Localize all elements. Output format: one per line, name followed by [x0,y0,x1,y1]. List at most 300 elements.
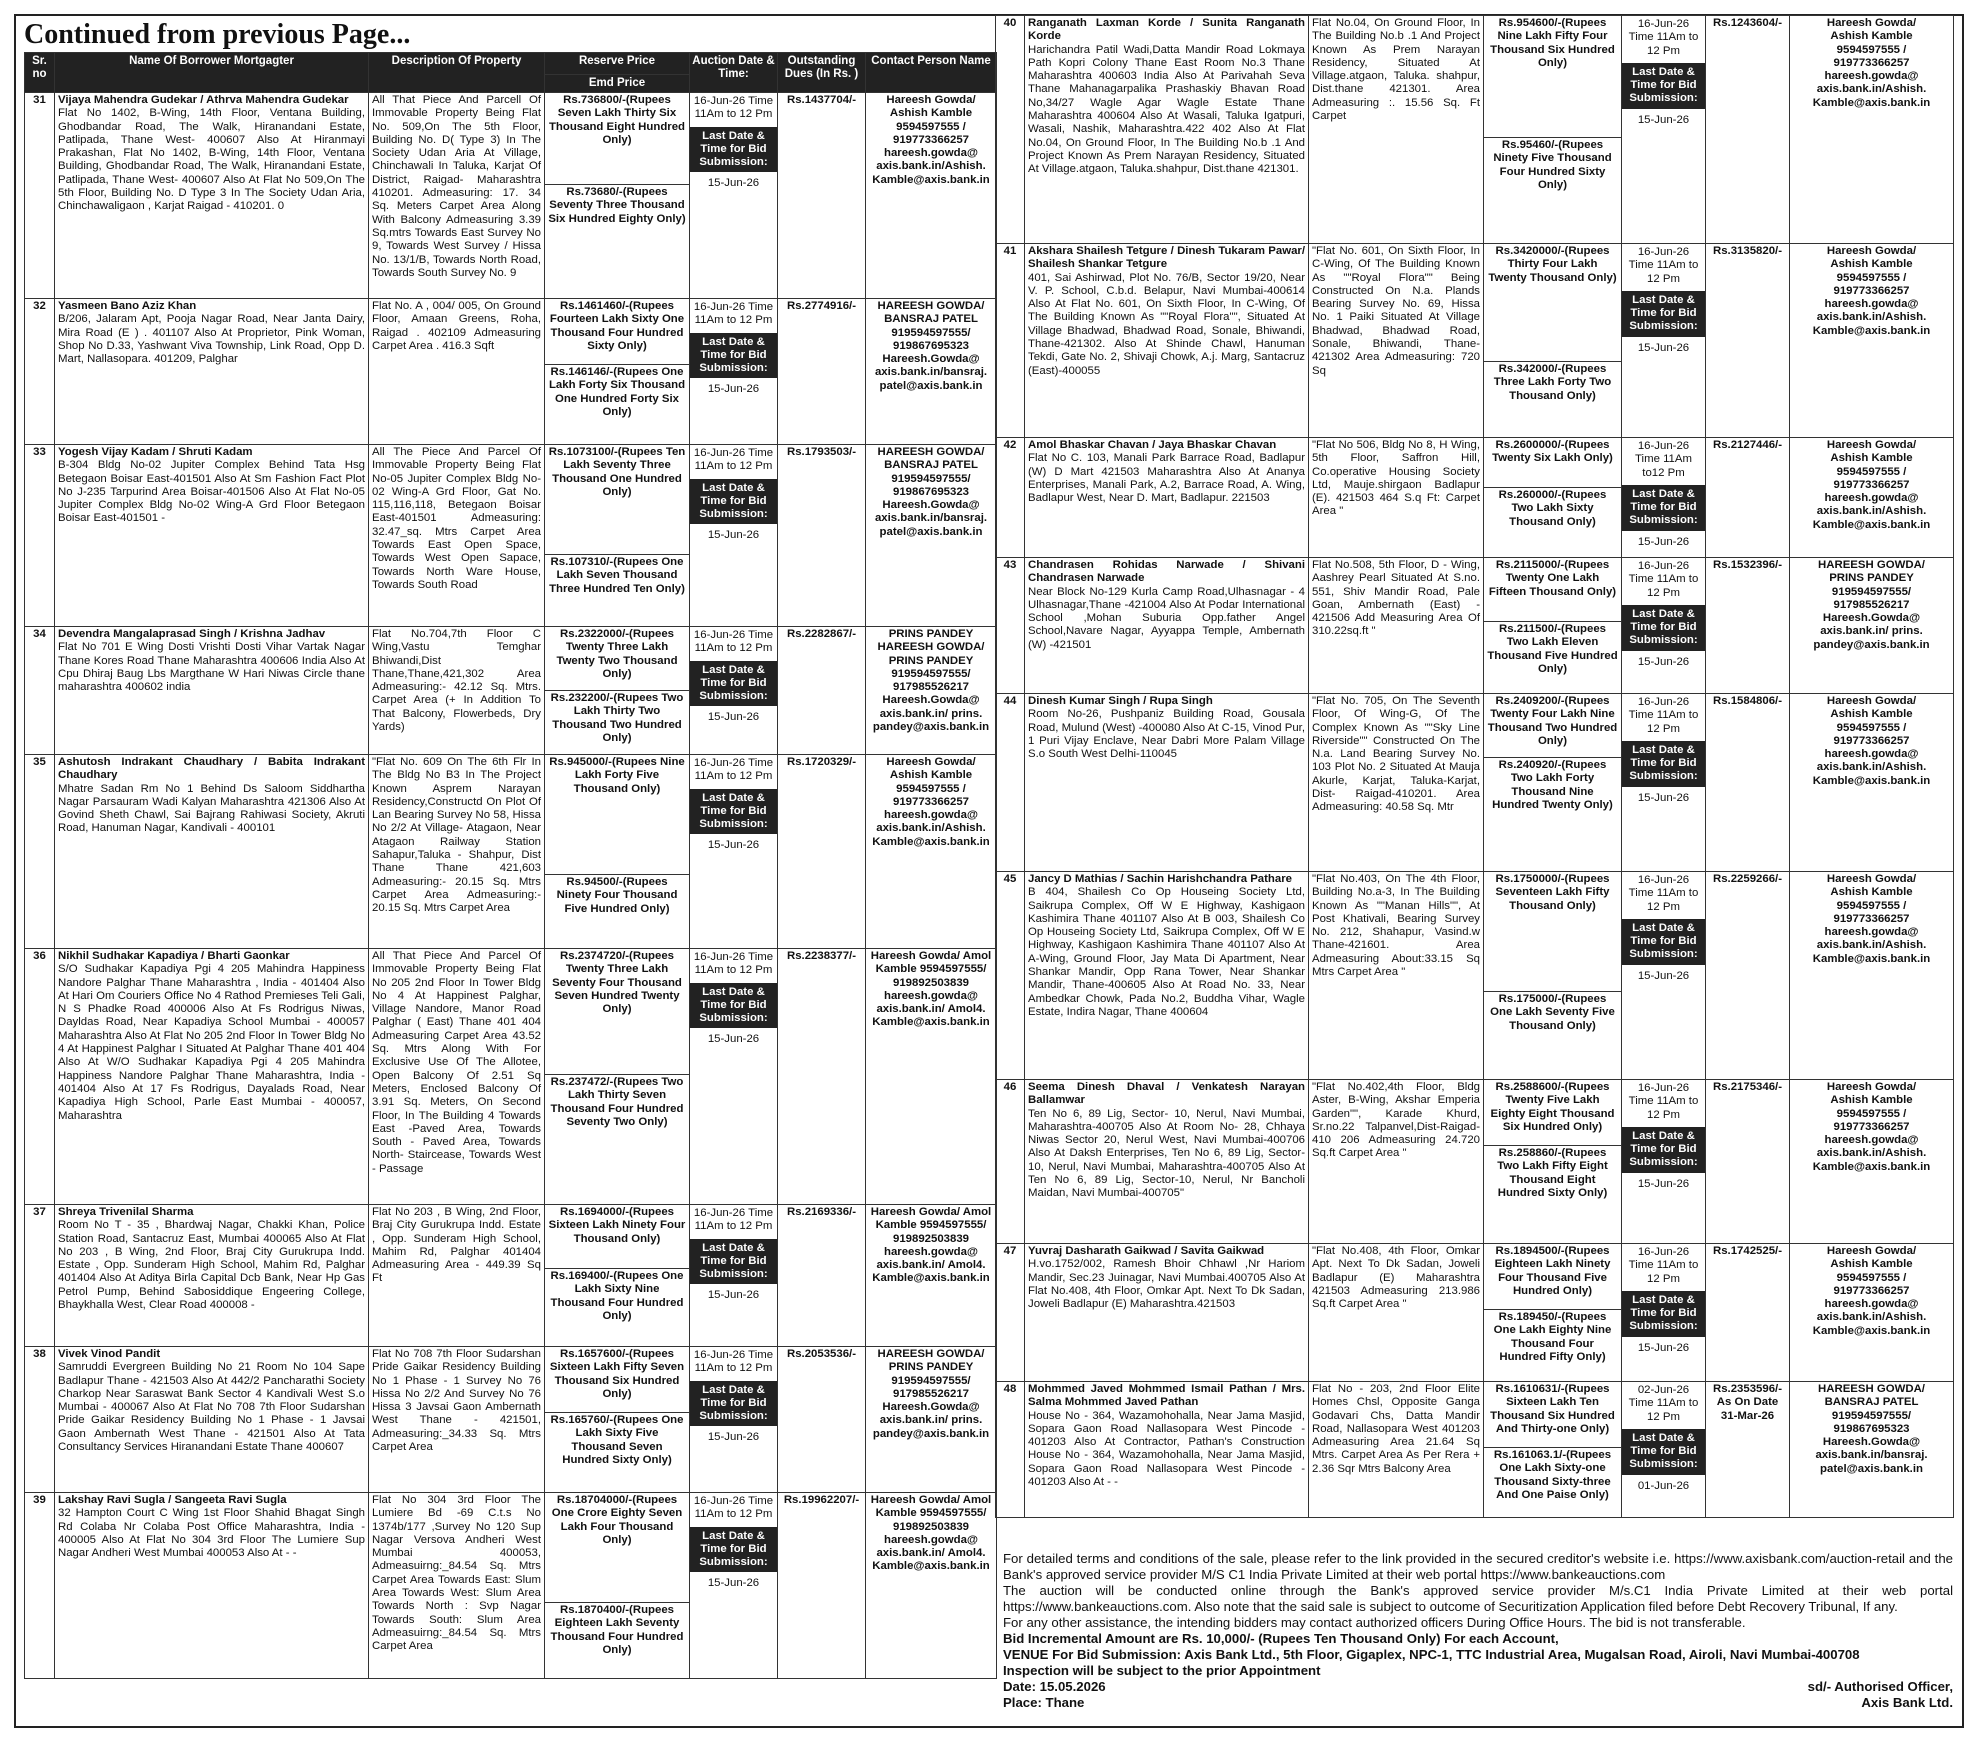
contact-line: axis.bank.in/Ashish. [1816,505,1927,518]
contact-line: axis.bank.in/ Amol4. [876,1259,986,1272]
auction-date-time: 16-Jun-26 Time 11Am to 12 Pm [693,95,774,121]
contact-line: axis.bank.in/ prins. [879,707,983,720]
auction-date-cell [690,1347,778,1493]
borrower-address: Ten No 6, 89 Lig, Sector- 10, Nerul, Navi Mumbai, Maharashtra-400705 Also At Room No- 28, Chhaya Niwas Sector 20, Nerul West, Navi Mumbai-400706 Also At Daksh Enterprises, Ten No 6, 89 Lig, Sector-10, Nerul, Navi Mumbai, Maharashtra-400705 Also At Ten No 6, 89 Lig, Sector-10, Nerul, Nr Bancholi Maidan, Navi Mumbai-400705" [1028,1107,1305,1200]
contact-cell [866,93,997,299]
last-date-label: Last Date & Time for Bid Submission: [1622,63,1705,109]
auction-date-cell [690,445,778,627]
auction-date-cell [1622,558,1706,694]
contact-line: Kamble@axis.bank.in [872,835,990,848]
serial-number: 33 [25,445,55,627]
contact-line: 919594597555/ [891,1374,971,1387]
borrower-cell [1025,16,1309,244]
auction-date-time: 16-Jun-26 Time 11Am to 12 Pm [1628,560,1699,599]
contact-line: 919594597555/ [891,667,971,680]
emd-price: Rs.94500/-(Rupees Ninety Four Thousand Five Hundred Only) [545,875,690,949]
contact-line: 919867695323 [892,339,970,352]
contact-cell [1790,1382,1954,1518]
serial-number: 48 [996,1382,1025,1518]
reserve-price: Rs.2374720/-(Rupees Twenty Three Lakh Seventy Four Thousand Seven Hundred Twenty Only) [545,949,690,1075]
header-auction: Auction Date & Time: [690,53,778,93]
auction-row [25,1493,997,1603]
last-date-value: 15-Jun-26 [1637,969,1690,982]
serial-number: 40 [996,16,1025,244]
contact-cell [1790,694,1954,872]
auction-date-cell [690,1493,778,1679]
outstanding-dues: Rs.1793503/- [778,445,866,627]
auction-row [25,949,997,1075]
contact-line: PRINS PANDEY [888,654,974,667]
emd-price: Rs.146146/-(Rupees One Lakh Forty Six Thousand One Hundred Forty Six Only) [545,365,690,445]
contact-line: axis.bank.in/Ashish. [1816,83,1927,96]
contact-line: axis.bank.in/bansraj. [1815,1449,1928,1462]
contact-line: 917985526217 [892,681,970,694]
auction-date-cell [1622,1080,1706,1244]
serial-number: 39 [25,1493,55,1679]
contact-line: Ashish Kamble [1830,886,1913,899]
auction-date-cell [1622,694,1706,872]
contact-line: hareesh.gowda@ [1824,748,1919,761]
contact-line: Kamble@axis.bank.in [1812,96,1931,109]
auction-date-time: 16-Jun-26 Time 11Am to 12 Pm [693,301,774,327]
auction-date-time: 16-Jun-26 Time 11Am to 12 Pm [1628,246,1699,285]
last-date-value: 15-Jun-26 [707,711,760,724]
outstanding-dues: Rs.2053536/- [778,1347,866,1493]
borrower-names: Yuvraj Dasharath Gaikwad / Savita Gaikwad [1028,1245,1265,1257]
auction-date-time: 16-Jun-26 Time 11Am to 12 Pm [1628,1082,1699,1121]
reserve-price: Rs.3420000/-(Rupees Thirty Four Lakh Twenty Thousand Only) [1484,244,1622,362]
borrower-address: Room No T - 35 , Bhardwaj Nagar, Chakki Khan, Police Station Road, Santacruz East, Mumbai 400065 Also At Flat No 203 , B Wing, 2nd Floor, Braj City Gurukrupa Indd. Estate , Opp. Sunderam High School, Mahim Rd, Palghar 401404 Also At Aditya Birla Capital Dcb Bank, Near Hp Gas Petrol Pump, Behind Sabosiddique Engeering College, Bhaykhalla West, Clear Road 400008 - [58,1219,365,1312]
contact-line: 919773366257 [1833,284,1910,297]
footer-auction-note: The auction will be conducted online through the Bank's approved service provider M/s.C1 India Private Limited at their web portal https://www.bankeauctions.com. Also note that the said sale is subject to outcome of Securitization Application filed before Debt Recovery Tribunal, If any. [1003,1583,1953,1614]
last-date-label: Last Date & Time for Bid Submission: [690,661,777,707]
emd-price: Rs.258860/-(Rupees Two Lakh Fifty Eight Thousand Eight Hundred Sixty Only) [1484,1146,1622,1244]
reserve-price: Rs.1694000/-(Rupees Sixteen Lakh Ninety Four Thousand Only) [545,1205,690,1269]
contact-line: Hareesh.Gowda@ [1822,1436,1921,1449]
borrower-names: Seema Dinesh Dhaval / Venkatesh Narayan Ballamwar [1028,1081,1305,1107]
property-description: Flat No - 203, 2nd Floor Elite Homes Chsl, Opposite Ganga Godavari Chs, Datta Mandir Road, Nallasopara West 401203 Admeasuring Area 21.64 Sq Mtrs. Carpet Area As Per Rera + 2.36 Sqr Mtrs Balcony Area [1309,1382,1484,1518]
footer-inspection: Inspection will be subject to the prior Appointment [1003,1663,1321,1678]
last-date-label: Last Date & Time for Bid Submission: [690,127,777,173]
emd-price: Rs.107310/-(Rupees One Lakh Seven Thousand Three Hundred Ten Only) [545,555,690,627]
borrower-cell [1025,438,1309,558]
serial-number: 32 [25,299,55,445]
last-date-value: 15-Jun-26 [1637,1177,1690,1190]
borrower-cell [55,627,369,755]
property-description: "Flat No.403, On The 4th Floor, Building No.a-3, In The Building Known As ""Manan Hills"", At Post Khativali, Bearing Survey No. 212, Shahapur, Vasind.w Thane-421601. Area Admeasuring About:33.15 Sq Mtrs Carpet Area " [1309,872,1484,1080]
property-description: "Flat No. 601, On Sixth Floor, In C-Wing, Of The Building Known As ""Royal Flora"" Being Constructed On N.a. Plands Bearing Survey No. 69, Hissa No. 1 Paiki Situated At Village Bhadwad, Bhadwad Road, Sonale, Bhiwandi, Thane-421302 Area Admeasuring: 720 Sq [1309,244,1484,438]
left-table-body [25,93,997,1679]
borrower-address: Mhatre Sadan Rm No 1 Behind Ds Saloom Siddhartha Nagar Parsauram Wadi Kalyan Maharashtra 421306 Also At Govind Sheth Chawl, Sai Bajrang Rahiwasi Society, Akruti Road, Hanuman Nagar, Kandivali - 400101 [58,782,365,835]
reserve-price: Rs.1894500/-(Rupees Eighteen Lakh Ninety Four Thousand Five Hundred Only) [1484,1244,1622,1310]
borrower-address: Samruddi Evergreen Building No 21 Room No 104 Sape Badlapur Thane - 421503 Also At 442/2 Pancharathi Society Charkop Near Saraswat Bank Sector 4 Kandivali West S.o Mumbai - 400067 Also At Flat No 708 7th Floor Sudarshan Pride Gaikar Residency Building No 1 Phase - 1 Javsai Gaon Ambernath West Thane - 421501 Also At Tata Consultancy Services Hiranandani Estate Thane 400607 [58,1361,365,1454]
contact-cell [866,445,997,627]
contact-line: HAREESH GOWDA/ [1818,1383,1925,1395]
auction-date-cell [1622,1382,1706,1518]
contact-cell [866,755,997,949]
last-date-value: 15-Jun-26 [707,177,760,190]
auction-date-cell [690,755,778,949]
contact-cell [866,1493,997,1679]
borrower-cell [55,299,369,445]
emd-price: Rs.95460/-(Rupees Ninety Five Thousand Four Hundred Sixty Only) [1484,138,1622,244]
last-date-label: Last Date & Time for Bid Submission: [1622,605,1705,651]
contact-line: Hareesh Gowda/ [1826,245,1917,257]
last-date-value: 15-Jun-26 [1637,655,1690,668]
auction-date-cell [1622,1244,1706,1382]
emd-price: Rs.237472/-(Rupees Two Lakh Thirty Seven Thousand Four Hundred Seventy Two Only) [545,1075,690,1205]
emd-price: Rs.169400/-(Rupees One Lakh Sixty Nine Thousand Four Hundred Only) [545,1269,690,1347]
borrower-address: Flat No 701 E Wing Dosti Vrishti Dosti Vihar Vartak Nagar Thane Kores Road Thane Maharashtra 400606 India Also At Cpu Dhiraj Baug Lbs Margthane W Hari Niwas Circle thane maharashtra 400602 india [58,641,365,694]
borrower-cell [55,93,369,299]
last-date-label: Last Date & Time for Bid Submission: [690,479,777,525]
contact-line: 919594597555/ [891,472,971,485]
contact-line: HAREESH GOWDA/ [1818,559,1925,571]
property-description: Flat No 304 3rd Floor The Lumiere Bd -69 C.t.s No 1374b/177 ,Survey No 120 Sup Nagar Versova Andheri West Mumbai 400053, Admeasuirng:_84.54 Sq. Mtrs Carpet Area Towards East: Slum Area Towards West: Slum Area Towards North : Svp Nagar Towards South: Slum Area Admeasuirng:_84.54 Sq. Mtrs Carpet Area [369,1493,545,1679]
contact-line: 919892503839 [892,976,970,989]
auction-row [996,694,1954,758]
contact-line: Hareesh.Gowda@ [882,1401,980,1414]
contact-line: HAREESH GOWDA/ [877,446,985,458]
header-dues: Outstanding Dues (In Rs. ) [778,53,866,93]
auction-row [25,1205,997,1269]
footer-assistance: For any other assistance, the intending bidders may contact authorized officers During Office Hours. The bid is not transferable. [1003,1615,1746,1630]
contact-line: 919594597555/ [891,326,971,339]
reserve-price: Rs.2409200/-(Rupees Twenty Four Lakh Nine Thousand Two Hundred Only) [1484,694,1622,758]
reserve-price: Rs.945000/-(Rupees Nine Lakh Forty Five Thousand Only) [545,755,690,875]
contact-line: Hareesh Gowda/ [1826,439,1917,451]
outstanding-dues: Rs.1720329/- [778,755,866,949]
contact-line: 919892503839 [892,1232,970,1245]
contact-line: Hareesh.Gowda@ [882,353,980,366]
auction-row [996,244,1954,362]
borrower-cell [1025,872,1309,1080]
outstanding-dues: Rs.2282867/- [778,627,866,755]
contact-line: Kamble@axis.bank.in [1812,324,1931,337]
property-description: Flat No.508, 5th Floor, D - Wing, Aashrey Pearl Situated At S.no. 551, Shiv Mandir Road, Pale Goan, Ambernath (East) - 421506 Add Measuring Area Of 310.22sq.ft " [1309,558,1484,694]
reserve-price: Rs.1610631/-(Rupees Sixteen Lakh Ten Thousand Six Hundred And Thirty-one Only) [1484,1382,1622,1448]
contact-line: 919773366257 [1833,912,1910,925]
contact-line: HAREESH GOWDA/ [877,300,985,312]
borrower-names: Devendra Mangalaprasad Singh / Krishna Jadhav [58,628,326,640]
contact-line: 919867695323 [1833,1422,1910,1435]
contact-line: hareesh.gowda@ [883,1245,979,1258]
contact-line: 919773366257 [1833,734,1910,747]
property-description: "Flat No. 705, On The Seventh Floor, Of Wing-G, Of The Complex Known As ""Sky Line Riverside"" Constructed On The N.a. Land Bearing Survey No. 103 Plot No. 2 Situated At Mauja Akurle, Karjat, Taluka-Karjat, Dist- Raigad-410201. Area Admeasuring: 40.58 Sq. Mtr [1309,694,1484,872]
contact-line: BANSRAJ PATEL [884,459,978,472]
contact-line: 9594597555 / [1836,271,1907,284]
contact-line: pandey@axis.bank.in [872,1427,990,1440]
auction-table-left [24,52,997,1679]
last-date-value: 15-Jun-26 [707,1577,760,1590]
borrower-names: Yasmeen Bano Aziz Khan [58,300,197,312]
last-date-label: Last Date & Time for Bid Submission: [1622,741,1705,787]
borrower-address: H.vo.1752/002, Ramesh Bhoir Chhawl ,Nr Hariom Mandir, Sec.23 Juinagar, Navi Mumbai.400705 Also At Flat No.408, 4th Floor, Omkar Apt. Next To Dk Sadan, Joweli Badlapur (E) Maharashtra.421503 [1028,1258,1305,1311]
header-reserve: Reserve Price [545,53,690,75]
reserve-price: Rs.2588600/-(Rupees Twenty Five Lakh Eighty Eight Thousand Six Hundred Only) [1484,1080,1622,1146]
notice-footer [1003,1551,1953,1711]
last-date-value: 15-Jun-26 [1637,791,1690,804]
contact-cell [866,949,997,1205]
serial-number: 34 [25,627,55,755]
contact-line: 919867695323 [892,485,970,498]
borrower-names: Yogesh Vijay Kadam / Shruti Kadam [58,446,253,458]
contact-line: Kamble@axis.bank.in [872,1272,990,1285]
serial-number: 37 [25,1205,55,1347]
last-date-value: 01-Jun-26 [1637,1479,1690,1492]
borrower-address: 32 Hampton Court C Wing 1st Floor Shahid Bhagat Singh Rd Colaba Nr Colaba Post Office Maharashtra, India - 400005 Also At Flat No 304 3rd Floor The Lumiere Sup Nagar Andheri West Mumbai 400053 Also At - - [58,1507,365,1560]
contact-line: axis.bank.in/bansraj. [874,512,988,525]
contact-line: 9594597555 / [1836,721,1907,734]
contact-line: hareesh.gowda@ [883,147,979,160]
contact-line: Hareesh Gowda/ [886,94,976,106]
last-date-value: 15-Jun-26 [1637,113,1690,126]
outstanding-dues: Rs.2774916/- [778,299,866,445]
auction-table-right [995,15,1954,1518]
last-date-label: Last Date & Time for Bid Submission: [1622,485,1705,531]
property-description: Flat No.704,7th Floor C Wing,Vastu Temghar Bhiwandi,Dist Thane,Thane,421,302 Area Admeasuring:- 42.12 Sq. Mtrs. Carpet Area (+ In Addition To That Balcony, Flowerbeds, Dry Yards) [369,627,545,755]
emd-price: Rs.232200/-(Rupees Two Lakh Thirty Two Thousand Two Hundred Only) [545,691,690,755]
serial-number: 35 [25,755,55,949]
serial-number: 44 [996,694,1025,872]
contact-line: Kamble@axis.bank.in [1812,1160,1931,1173]
last-date-label: Last Date & Time for Bid Submission: [690,1239,777,1285]
contact-line: hareesh.gowda@ [1824,1298,1919,1311]
contact-line: 919773366257 [1833,56,1910,69]
property-description: All The Piece And Parcel Of Immovable Property Being Flat No-05 Jupiter Complex Bldg No-02 Wing-A Grd Floor, Gat No. 115,116,118, Betegaon Boisar East-401501 Admeasuring: 32.47_sq. Mtrs Carpet Area Towards East Open Space, Towards West Open Sapace, Towards North Ware House, Towards South Road [369,445,545,627]
serial-number: 38 [25,1347,55,1493]
last-date-label: Last Date & Time for Bid Submission: [690,789,777,835]
serial-number: 46 [996,1080,1025,1244]
outstanding-dues: Rs.1584806/- [1706,694,1790,872]
contact-line: 919892503839 [892,1520,970,1533]
contact-cell [866,299,997,445]
contact-line: pandey@axis.bank.in [1813,638,1930,651]
contact-line: hareesh.gowda@ [1824,298,1919,311]
reserve-price: Rs.736800/-(Rupees Seven Lakh Thirty Six Thousand Eight Hundred Only) [545,93,690,185]
borrower-names: Lakshay Ravi Sugla / Sangeeta Ravi Sugla [58,1494,287,1506]
borrower-names: Amol Bhaskar Chavan / Jaya Bhaskar Chavan [1028,439,1277,451]
contact-line: Ashish Kamble [889,769,973,782]
auction-row [25,1347,997,1413]
contact-line: axis.bank.in/Ashish. [1816,761,1927,774]
contact-cell [866,1347,997,1493]
auction-row [996,1244,1954,1310]
contact-line: Ashish Kamble [1830,30,1913,43]
contact-line: 917985526217 [1833,598,1910,611]
contact-cell [1790,1080,1954,1244]
borrower-names: Vijaya Mahendra Gudekar / Athrva Mahendra Gudekar [58,94,349,106]
footer-place: Place: Thane [1003,1695,1085,1710]
contact-line: Hareesh Gowda/ Amol [870,1206,992,1218]
borrower-cell [1025,558,1309,694]
contact-cell [1790,16,1954,244]
property-description: "Flat No.402,4th Floor, Bldg Aster, B-Wing, Akshar Emperia Garden"", Karade Khurd, Sr.no.22 Talpanvel,Dist-Raigad-410 206 Admeasuring 24.720 Sq.ft Carpet Area " [1309,1080,1484,1244]
contact-line: 919594597555/ [1831,585,1912,598]
header-borrower: Name Of Borrower Mortgagter [55,53,369,93]
borrower-cell [1025,694,1309,872]
auction-row [996,872,1954,992]
contact-line: PRINS PANDEY [888,1361,974,1374]
contact-line: Kamble@axis.bank.in [872,1016,990,1029]
last-date-value: 15-Jun-26 [1637,535,1690,548]
contact-line: Kamble@axis.bank.in [1812,518,1931,531]
reserve-price: Rs.1073100/-(Rupees Ten Lakh Seventy Three Thousand One Hundred Only) [545,445,690,555]
header-contact: Contact Person Name [866,53,997,93]
contact-line: Ashish Kamble [1830,258,1913,271]
borrower-cell [55,755,369,949]
serial-number: 43 [996,558,1025,694]
emd-price: Rs.260000/-(Rupees Two Lakh Sixty Thousand Only) [1484,488,1622,558]
auction-date-cell [690,93,778,299]
auction-row [996,558,1954,622]
auction-row [996,1080,1954,1146]
contact-line: axis.bank.in/Ashish. [876,160,986,173]
last-date-label: Last Date & Time for Bid Submission: [690,333,777,379]
contact-cell [1790,244,1954,438]
contact-line: patel@axis.bank.in [1820,1462,1923,1475]
emd-price: Rs.161063.1/-(Rupees One Lakh Sixty-one Thousand Sixty-three And One Paise Only) [1484,1448,1622,1518]
contact-line: patel@axis.bank.in [879,379,983,392]
outstanding-dues: Rs.1243604/- [1706,16,1790,244]
contact-line: BANSRAJ PATEL [884,313,978,326]
contact-line: 917985526217 [892,1387,970,1400]
borrower-address: Flat No 1402, B-Wing, 14th Floor, Ventana Building, Ghodbandar Road, The Walk, Hiranandani Estate, Patlipada, Thane West- 400607 Also At Hiranmayi Prakashan, Flat No 1402, B-Wing, 14th Floor, Ventana Building, Ghodbandar Road, The Walk, Hiranandani Estate, Patlipada, Thane West- 400607 Also At Flat No 509,On The 5th Floor, Building No. D Type 3 In The Society Udan Aria, Chinchawaligaon , Karjat Raigad - 410201. 0 [58,107,365,213]
outstanding-dues: Rs.1532396/- [1706,558,1790,694]
property-description: Flat No 708 7th Floor Sudarshan Pride Gaikar Residency Building No 1 Phase - 1 Survey No 76 Hissa No 2/2 And Survey No 76 Hissa 3 Javsai Gaon Ambernath West Thane - 421501, Admeasuring:_34.33 Sq. Mtrs Carpet Area [369,1347,545,1493]
outstanding-dues: Rs.2175346/- [1706,1080,1790,1244]
auction-date-time: 02-Jun-26 Time 11Am to 12 Pm [1628,1384,1699,1423]
auction-date-time: 16-Jun-26 Time 11Am to 12 Pm [693,757,774,783]
auction-date-time: 16-Jun-26 Time 11Am to12 Pm [1635,440,1692,479]
footer-date: Date: 15.05.2026 [1003,1679,1106,1694]
last-date-label: Last Date & Time for Bid Submission: [1622,1127,1705,1173]
contact-cell [1790,1244,1954,1382]
contact-line: 9594597555 / [1836,899,1907,912]
borrower-cell [1025,1080,1309,1244]
contact-line: Hareesh Gowda/ [1826,17,1917,29]
borrower-cell [55,445,369,627]
contact-line: Kamble@axis.bank.in [872,173,990,186]
auction-date-time: 16-Jun-26 Time 11Am to 12 Pm [693,629,774,655]
auction-date-time: 16-Jun-26 Time 11Am to 12 Pm [693,951,774,977]
emd-price: Rs.240920/-(Rupees Two Lakh Forty Thousand Nine Hundred Twenty Only) [1484,758,1622,872]
contact-line: Ashish Kamble [1830,452,1913,465]
auction-row [25,445,997,555]
emd-price: Rs.175000/-(Rupees One Lakh Seventy Five Thousand Only) [1484,992,1622,1080]
property-description: Flat No.04, On Ground Floor, In The Building No.b .1 And Project Known As Prem Narayan Residency, Situated At Village.atgaon, Taluka. shahpur, Dist.thane 421301. Area Admeasuring :. 15.56 Sq. Ft Carpet [1309,16,1484,244]
contact-line: Hareesh Gowda/ [1826,1081,1917,1093]
serial-number: 47 [996,1244,1025,1382]
auction-row [996,438,1954,488]
last-date-label: Last Date & Time for Bid Submission: [1622,1291,1705,1337]
contact-line: Hareesh Gowda/ [1826,1245,1917,1257]
property-description: "Flat No.408, 4th Floor, Omkar Apt. Next To Dk Sadan, Joweli Badlapur (E) Maharashtra 421503 Admeasuring 213.986 Sq.ft Carpet Area " [1309,1244,1484,1382]
contact-line: 9594597555 / [1836,1107,1907,1120]
right-table-body [996,16,1954,1518]
contact-line: Hareesh.Gowda@ [1822,612,1921,625]
auction-row [25,93,997,185]
borrower-cell [1025,1382,1309,1518]
contact-cell [1790,872,1954,1080]
borrower-cell [1025,244,1309,438]
contact-line: 919773366257 [892,133,970,146]
contact-line: 9594597555 / [896,120,966,133]
auction-row [996,16,1954,138]
contact-line: 919773366257 [1833,478,1910,491]
serial-number: 31 [25,93,55,299]
last-date-value: 15-Jun-26 [1637,1341,1690,1354]
last-date-value: 15-Jun-26 [707,839,760,852]
outstanding-dues: Rs.2353596/- As On Date 31-Mar-26 [1706,1382,1790,1518]
contact-line: Kamble 9594597555/ [875,1507,987,1520]
contact-line: Hareesh Gowda/ Amol [870,950,992,962]
footer-signature-1: sd/- Authorised Officer, [1807,1679,1953,1694]
auction-row [25,627,997,691]
outstanding-dues: Rs.3135820/- [1706,244,1790,438]
auction-date-cell [1622,244,1706,438]
last-date-label: Last Date & Time for Bid Submission: [1622,1429,1705,1475]
borrower-address: Harichandra Patil Wadi,Datta Mandir Road Lokmaya Path Kopri Colony Thane East Room No.3 Thane Maharashtra 400603 India Also At Parivahah Seva Thane Mahanagarpalika Prashaskiy Bhavan Road No,34/27 Wagle Agar Wagle Estate Thane Maharashtra 400604 Also At Wasali, Taluka Igatpuri, Wasali, Nashik, Maharashtra.422 402 Also At Flat No.04, On Ground Floor, In The Building No.b .1 And Project Known As Prem Narayan Residency, Situated At Village.atgaon, Taluka.shahpur, Dist.thane 421301. [1028,43,1305,176]
borrower-address: B 404, Shailesh Co Op Houseing Society Ltd, Saikrupa Complex, Off W E Highway, Kashigaon Kashimira Thane 401107 Also At B 003, Shailesh Co Op Houseing Society Ltd, Saikrupa Complex, Off W E Highway, Kashigaon Kashimira Thane 401107 Also At A-Wing, Ground Floor, Jay Mata Di Apartment, Near Shankar Mandir, Opp Rana Tower, Near Shankar Mandir, Thane-400605 Also At Road No. 33, Near Ambedkar Chowk, Pada No.2, Buddha Vihar, Wagle Estate, Indira Nagar, Thane 400604 [1028,886,1305,1018]
outstanding-dues: Rs.2238377/- [778,949,866,1205]
contact-cell [1790,558,1954,694]
contact-line: axis.bank.in/ Amol4. [876,1547,986,1560]
borrower-names: Shreya Trivenilal Sharma [58,1206,194,1218]
contact-line: 9594597555 / [1836,1271,1907,1284]
borrower-address: B-304 Bldg No-02 Jupiter Complex Behind Tata Hsg Betegaon Boisar East-401501 Also At Sm Fashion Fact Plot No J-235 Tarpurind Area Boisar-401506 Also At Flat No-05 Jupiter Complex Bldg No-02 Wing-A Grd Floor Betegaon Boisar East-401501 - [58,459,365,525]
borrower-names: Dinesh Kumar Singh / Rupa Singh [1028,695,1213,707]
borrower-address: S/O Sudhakar Kapadiya Pgi 4 205 Mahindra Happiness Nandore Palghar Thane Maharashtra , India - 401404 Also At Hari Om Couriers Office No 4 Rathod Premieses Teli Gali, N S Phadke Road 400006 Also At Fs Rodrigus Niwas, Dayldas Road, Near Kapadiya School Mumbai - 400057 Maharashtra Also At Flat No 205 2nd Floor In Tower Bldg No 4 At Happinest Palghar I Situated At Palghar Thane 401 404 Also At W/O Sudhakar Kapadiya Pgi 4 205 Mahindra Happiness Nandore Palghar Thane Maharashtra, India - 401404 Also At 17 Fs Rodrigus, Dayalads Road, Near Kapadiya High School, Parle East Mumbai - 400057, Maharashtra [58,963,365,1122]
contact-line: 919773366257 [1833,1120,1910,1133]
borrower-cell [55,1205,369,1347]
header-description: Description Of Property [369,53,545,93]
last-date-label: Last Date & Time for Bid Submission: [690,1527,777,1573]
auction-date-cell [690,299,778,445]
contact-line: 9594597555 / [1836,43,1907,56]
auction-row [25,755,997,875]
auction-date-time: 16-Jun-26 Time 11Am to 12 Pm [1628,696,1699,735]
contact-line: PRINS PANDEY [888,628,974,640]
auction-date-time: 16-Jun-26 Time 11Am to 12 Pm [1628,1246,1699,1285]
footer-signature-2: Axis Bank Ltd. [1861,1695,1953,1710]
borrower-names: Akshara Shailesh Tetgure / Dinesh Tukaram Pawar/ Shailesh Shankar Tetgure [1028,245,1305,271]
contact-line: axis.bank.in/Ashish. [1816,311,1927,324]
contact-line: Hareesh Gowda/ [1826,695,1917,707]
borrower-cell [55,949,369,1205]
reserve-price: Rs.1461460/-(Rupees Fourteen Lakh Sixty One Thousand Four Hundred Sixty Only) [545,299,690,365]
reserve-price: Rs.2600000/-(Rupees Twenty Six Lakh Only) [1484,438,1622,488]
contact-line: HAREESH GOWDA/ [877,641,985,654]
auction-date-cell [1622,16,1706,244]
contact-line: pandey@axis.bank.in [872,721,990,734]
contact-line: Ashish Kamble [1830,1094,1913,1107]
contact-line: axis.bank.in/ Amol4. [876,1003,986,1016]
contact-cell [1790,438,1954,558]
auction-notice-page [14,14,1964,1728]
contact-line: 919773366257 [1833,1284,1910,1297]
emd-price: Rs.211500/-(Rupees Two Lakh Eleven Thousand Five Hundred Only) [1484,622,1622,694]
contact-line: axis.bank.in/bansraj. [874,366,988,379]
property-description: All That Piece And Parcell Of Immovable Property Being Flat No. 509,On The 5th Floor, Building No. D( Type 3) In The Society Udan Aria At Village, Chinchawali In Taluka, Karjat Of District, Raigad- Maharashtra 410201. Admeasuring: 17. 34 Sq. Meters Carpet Area Along With Balcony Admeasuring 3.39 Sq.mtrs Towards East Survey No 9, Towards West Survey / Hissa No. 13/1/B, Towards North Road, Towards South Survey No. 9 [369,93,545,299]
footer-place-row [1003,1695,1953,1711]
auction-row [996,1382,1954,1448]
last-date-label: Last Date & Time for Bid Submission: [690,1381,777,1427]
serial-number: 45 [996,872,1025,1080]
emd-price: Rs.342000/-(Rupees Three Lakh Forty Two Thousand Only) [1484,362,1622,438]
borrower-names: Mohmmed Javed Mohmmed Ismail Pathan / Mrs. Salma Mohmmed Javed Pathan [1028,1383,1305,1409]
property-description: "Flat No 506, Bldg No 8, H Wing, 5th Floor, Saffron Hill, Co.operative Housing Society Ltd, Mauje.shirgaon Badlapur (E). 421503 464 S.q Ft: Carpet Area " [1309,438,1484,558]
